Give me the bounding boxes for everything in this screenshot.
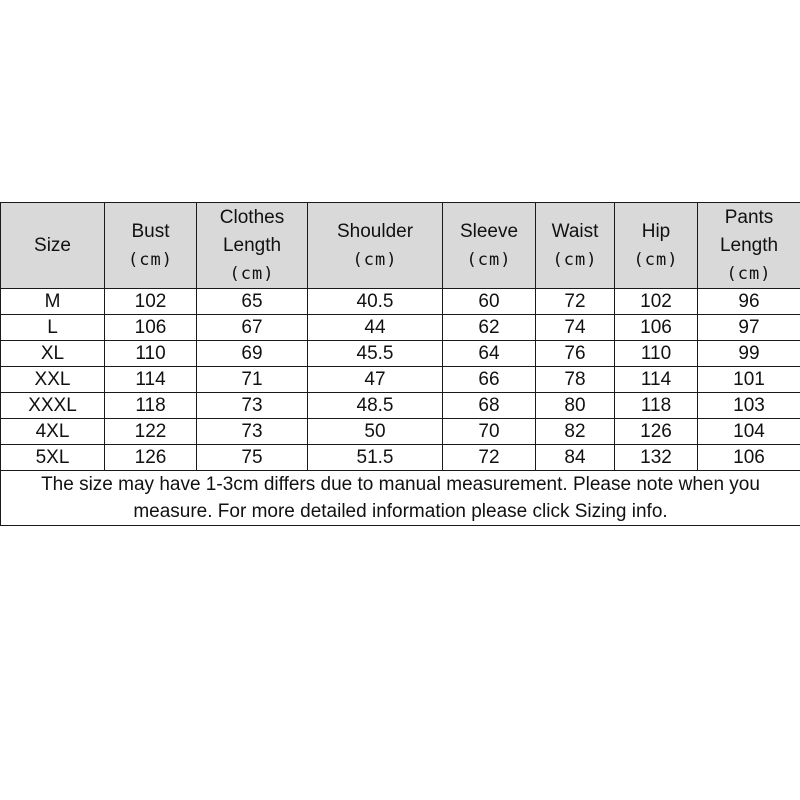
cell-hip: 118 (615, 393, 698, 419)
header-bust-unit: (cm) (128, 249, 173, 270)
cell-waist: 72 (536, 289, 615, 315)
cell-size: L (1, 315, 105, 341)
header-waist-label: Waist (551, 220, 599, 242)
cell-clothes-length: 65 (197, 289, 308, 315)
cell-hip: 102 (615, 289, 698, 315)
cell-shoulder: 48.5 (308, 393, 443, 419)
header-pants-length (698, 203, 800, 289)
cell-waist: 76 (536, 341, 615, 367)
cell-clothes-length: 71 (197, 367, 308, 393)
cell-hip: 132 (615, 445, 698, 471)
cell-shoulder: 47 (308, 367, 443, 393)
table-row (1, 445, 800, 471)
header-sleeve (443, 203, 536, 289)
cell-size: 4XL (1, 419, 105, 445)
header-clothes-length-label-2: Length (222, 234, 282, 256)
table-row (1, 393, 800, 419)
cell-hip: 126 (615, 419, 698, 445)
header-hip (615, 203, 698, 289)
cell-sleeve: 64 (443, 341, 536, 367)
cell-waist: 82 (536, 419, 615, 445)
header-pants-length-unit: (cm) (726, 263, 772, 284)
cell-clothes-length: 73 (197, 393, 308, 419)
header-waist-unit: (cm) (552, 249, 598, 270)
cell-hip: 114 (615, 367, 698, 393)
measurement-note: The size may have 1-3cm differs due to manual measurement. Please note when you measure. For more detailed information please click Sizing info. (1, 471, 800, 526)
cell-sleeve: 70 (443, 419, 536, 445)
cell-bust: 102 (105, 289, 197, 315)
cell-shoulder: 51.5 (308, 445, 443, 471)
cell-clothes-length: 75 (197, 445, 308, 471)
cell-hip: 110 (615, 341, 698, 367)
cell-pants-length: 103 (698, 393, 800, 419)
cell-size: M (1, 289, 105, 315)
cell-bust: 106 (105, 315, 197, 341)
note-row (1, 471, 800, 526)
cell-waist: 78 (536, 367, 615, 393)
header-size (1, 203, 105, 289)
header-shoulder-label: Shoulder (336, 220, 414, 242)
header-sleeve-unit: (cm) (466, 249, 512, 270)
cell-size: XXL (1, 367, 105, 393)
cell-hip: 106 (615, 315, 698, 341)
header-hip-label: Hip (641, 220, 671, 242)
cell-waist: 84 (536, 445, 615, 471)
cell-size: 5XL (1, 445, 105, 471)
cell-shoulder: 44 (308, 315, 443, 341)
cell-bust: 122 (105, 419, 197, 445)
header-clothes-length (197, 203, 308, 289)
cell-clothes-length: 67 (197, 315, 308, 341)
table-row (1, 315, 800, 341)
cell-sleeve: 66 (443, 367, 536, 393)
header-clothes-length-label-1: Clothes (219, 206, 285, 228)
cell-shoulder: 50 (308, 419, 443, 445)
header-bust-label: Bust (131, 220, 170, 242)
cell-bust: 126 (105, 445, 197, 471)
cell-pants-length: 106 (698, 445, 800, 471)
header-shoulder (308, 203, 443, 289)
header-sleeve-label: Sleeve (459, 220, 519, 242)
table-row (1, 341, 800, 367)
cell-sleeve: 72 (443, 445, 536, 471)
cell-bust: 114 (105, 367, 197, 393)
table-row (1, 289, 800, 315)
cell-pants-length: 97 (698, 315, 800, 341)
header-hip-unit: (cm) (633, 249, 679, 270)
cell-sleeve: 68 (443, 393, 536, 419)
cell-bust: 110 (105, 341, 197, 367)
cell-sleeve: 62 (443, 315, 536, 341)
header-row (1, 203, 800, 289)
cell-clothes-length: 69 (197, 341, 308, 367)
cell-pants-length: 101 (698, 367, 800, 393)
header-pants-length-label-2: Length (719, 234, 779, 256)
cell-waist: 74 (536, 315, 615, 341)
header-shoulder-unit: (cm) (352, 249, 398, 270)
header-bust (105, 203, 197, 289)
header-waist (536, 203, 615, 289)
cell-size: XXXL (1, 393, 105, 419)
header-pants-length-label-1: Pants (724, 206, 774, 228)
cell-shoulder: 45.5 (308, 341, 443, 367)
header-size-label: Size (34, 234, 71, 256)
cell-clothes-length: 73 (197, 419, 308, 445)
cell-shoulder: 40.5 (308, 289, 443, 315)
table-row (1, 419, 800, 445)
cell-sleeve: 60 (443, 289, 536, 315)
cell-pants-length: 99 (698, 341, 800, 367)
cell-pants-length: 104 (698, 419, 800, 445)
cell-size: XL (1, 341, 105, 367)
size-chart-table (0, 202, 800, 526)
cell-pants-length: 96 (698, 289, 800, 315)
table-row (1, 367, 800, 393)
cell-bust: 118 (105, 393, 197, 419)
header-clothes-length-unit: (cm) (229, 263, 275, 284)
cell-waist: 80 (536, 393, 615, 419)
